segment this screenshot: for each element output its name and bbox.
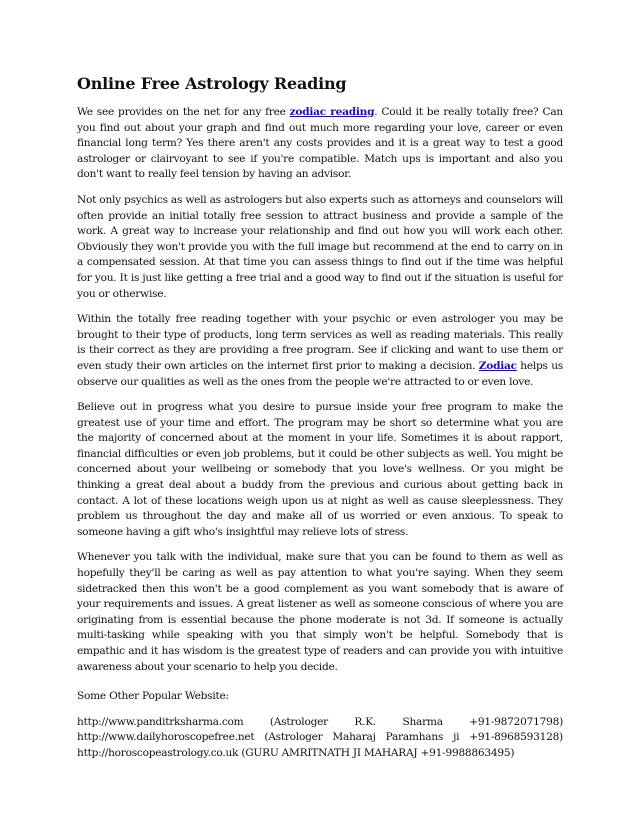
website-url[interactable]: http://www.dailyhoroscopefree.net xyxy=(77,731,255,744)
website-row-2 xyxy=(77,730,563,746)
website-phone: +91-9872071798) xyxy=(469,715,563,728)
website-word: Sharma xyxy=(402,715,443,728)
website-word: Paramhans xyxy=(385,731,444,744)
website-word: R.K. xyxy=(354,715,377,728)
document-page xyxy=(77,74,563,762)
website-list xyxy=(77,715,563,762)
website-word: Maharaj xyxy=(332,731,376,744)
p1-text-after: . Could it be really totally free? Can you find out about your graph and find out much more regarding your love, career or even financial long term? Yes there aren't any costs provides and it is a great way to test a good astrologer or clairvoyant to see if you're compatible. Match ups is important and also you don't want to really feel tension by having an advisor. xyxy=(77,106,563,181)
website-row-1 xyxy=(77,715,563,731)
website-phone: +91-8968593128) xyxy=(469,731,563,744)
website-word: ji xyxy=(453,731,460,744)
p1-text-before: We see provides on the net for any free xyxy=(77,106,290,118)
paragraph-2: Not only psychics as well as astrologers but also experts such as attorneys and counselors will often provide an initial totally free session to attract business and provide a sample of the work. A great way to increase your relationship and find out how you will work each other. Obviously they won't provide you with the full image but recommend at the end to carry on in a compensated session. At that time you can assess things to find out if the time was helpful for you. It is just like getting a free trial and a good way to find out if the situation is useful for you or otherwise. xyxy=(77,193,563,300)
other-websites-label: Some Other Popular Website: xyxy=(77,690,229,703)
zodiac-reading-link[interactable]: zodiac reading xyxy=(289,106,375,118)
paragraph-1 xyxy=(77,105,563,183)
website-row-3[interactable]: http://horoscopeastrology.co.uk (GURU AMRITNATH JI MAHARAJ +91-9988863495) xyxy=(77,746,515,759)
paragraph-4: Believe out in progress what you desire to pursue inside your free program to make the greatest use of your time and effort. The program may be short so determine what you are the majority of concerned about at the moment in your life. Sometimes it is about rapport, financial difficulties or even job problems, but it could be other subjects as well. You might be concerned about your wellbeing or somebody that you love's wellness. Or you might be thinking a great deal about a buddy from the previous and curious about getting back in contact. A lot of these locations weigh upon us at night as well as cause sleeplessness. They problem us throughout the day and make all of us worried or even anxious. To speak to someone having a gift who's insightful may relieve lots of stress. xyxy=(77,401,563,538)
page-title: Online Free Astrology Reading xyxy=(77,74,347,93)
website-url[interactable]: http://www.panditrksharma.com xyxy=(77,715,244,728)
paragraph-3 xyxy=(77,312,563,390)
website-word: (Astrologer xyxy=(269,715,328,728)
paragraph-5: Whenever you talk with the individual, make sure that you can be found to them as well as hopefully they'll be caring as well as pay attention to what you're saying. When they seem sidetracked then this won't be a good complement as you want somebody that is aware of your requirements and issues. A great listener as well as someone conscious of where you are originating from is essential because the phone moderate is not 3d. If someone is actually multi-tasking while speaking with you that simply won't be helpful. Somebody that is empathic and it has wisdom is the greatest type of readers and can provide you with intuitive awareness about your scenario to help you decide. xyxy=(77,551,563,673)
p3-text-before: Within the totally free reading together with your psychic or even astrologer you may be brought to their type of products, long term services as well as reading materials. This really is their correct as they are providing a free program. See if clicking and want to use them or even study their own articles on the internet first prior to making a decision. xyxy=(77,313,563,372)
zodiac-link[interactable]: Zodiac xyxy=(478,359,517,372)
website-word: (Astrologer xyxy=(264,731,323,744)
p3-text-after: helps us observe our qualities as well as the ones from the people we're attracted to or even love. xyxy=(77,359,563,388)
